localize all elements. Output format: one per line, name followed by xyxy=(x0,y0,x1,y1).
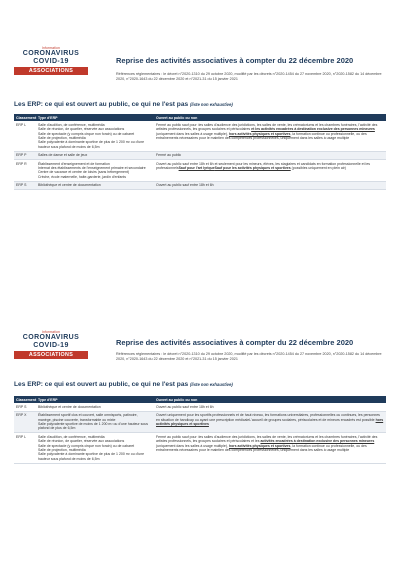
table-header-row xyxy=(14,114,386,121)
erp-type-item: Salle d'audition, de conférence, multimédia xyxy=(38,122,105,127)
status-text: Fermé au public xyxy=(156,153,182,158)
erp-type-cell xyxy=(36,411,154,433)
status-text: (uniquement dans les salles à usage multiple), xyxy=(156,131,229,136)
erp-type-item: Salle polyvalente à dominante sportive de plus de 1 200 m² ou d'une hauteur sous plafond de moins de 6,5m xyxy=(38,452,145,461)
erp-type-item: Salle polyvalente sportive de moins de 1 200 m² ou d'une hauteur sous plafond de plus de 6,5m xyxy=(38,421,149,431)
erp-class-cell: ERP S xyxy=(14,181,36,189)
column-header-type: Type d'ERP xyxy=(36,114,154,121)
erp-status-cell xyxy=(154,160,386,182)
erp-class-cell: ERP R xyxy=(14,160,36,182)
erp-type-item: Salle de réunion, de quartier, réservée aux associations xyxy=(38,127,125,132)
section-heading-note: (liste non exhaustive) xyxy=(190,102,233,107)
table-row xyxy=(14,151,386,159)
status-text: , la formation continue ou professionnelle, ou des entraînements nécessaires pour le maintien des compétences professionnelles, uniquement dans les salles à usage multiple xyxy=(156,443,367,452)
erp-type-cell xyxy=(36,433,154,463)
status-text: les salles d'audience des juridictions, les salles de vente, les crématoriums et les chambres funéraires, l'activité des artistes professionnels, les groupes scolaires et périscolaires xyxy=(156,122,378,132)
erp-type-cell xyxy=(36,121,154,151)
erp-status-cell xyxy=(154,411,386,433)
erp-status-cell xyxy=(154,121,386,151)
table-row xyxy=(14,411,386,433)
regulatory-references: Références réglementaires : le décret n°2020-1310 du 29 octobre 2020, modifié par les décrets n°2020-1454 du 27 novembre 2020, n°2020-1582 du 14 décembre 2020, n°2020-1643 du 22 décembre 2020 et n°2021-31 du 15 janvier 2021 xyxy=(116,72,382,81)
erp-type-item: Établissement sportif clos et couvert, salle omnisports, patinoire, manège, piscine couverte, transformable ou mixte xyxy=(38,413,138,422)
erp-status-cell xyxy=(154,151,386,159)
column-header-status: Ouvert au public ou non xyxy=(154,396,386,403)
erp-type-cell xyxy=(36,403,154,411)
logo-top-label: Information xyxy=(41,330,61,334)
logo-badge: ASSOCIATIONS xyxy=(14,67,88,75)
status-highlight-text: hors activités physiques et sportives xyxy=(228,443,291,448)
erp-type-cell xyxy=(36,181,154,189)
erp-class-cell: ERP S xyxy=(14,403,36,411)
section-heading-text: Les ERP: ce qui est ouvert au public, ce qui ne l'est pas xyxy=(14,381,189,388)
erp-table xyxy=(14,114,386,190)
erp-type-item: Établissement d'enseignement et de formation xyxy=(38,161,110,166)
logo-top-label: Information xyxy=(41,46,61,50)
erp-table-body xyxy=(14,403,386,463)
document-page-2 xyxy=(0,292,400,566)
erp-type-item: Salle polyvalente à dominante sportive de plus de 1 200 m² ou d'une hauteur sous plafond de moins de 6,5m xyxy=(38,140,145,149)
erp-type-item: Salles de danse et salle de jeux xyxy=(38,153,88,158)
erp-table-body xyxy=(14,121,386,189)
column-header-classement: Classement xyxy=(16,397,37,402)
status-highlight-text: Sauf pour l'art lyrique xyxy=(178,165,215,170)
erp-type-item: Salle d'audition, de conférence, multimédia xyxy=(38,434,105,439)
logo-line-1: CORONAVIRUS xyxy=(22,334,80,341)
erp-class-cell: ERP P xyxy=(14,151,36,159)
erp-type-item: Centre de vacance et centre de loisirs (sans hébergement) xyxy=(38,170,130,175)
column-header-status: Ouvert au public ou non xyxy=(154,114,386,121)
erp-type-item: Internat des établissements de l'enseignement primaire et secondaire xyxy=(38,165,146,170)
erp-type-item: Salle de spectacle (y compris cirque non forain) ou de cabaret xyxy=(38,131,135,136)
erp-status-cell xyxy=(154,433,386,463)
table-row xyxy=(14,121,386,151)
status-text: (possibles uniquement en plein air) xyxy=(290,165,346,170)
page-title: Reprise des activités associatives à compter du 22 décembre 2020 xyxy=(116,56,354,65)
status-text: Ouvert au public sauf entre 18h et 6h et seulement pour les mineurs, élèves, les stagiaires et candidats en formation professionnelle et les professionnels xyxy=(156,161,371,170)
status-highlight-text: hors activités physiques et sportives xyxy=(228,131,291,136)
status-highlight-text: Sauf pour les activités physiques et sportives xyxy=(214,165,291,170)
erp-type-cell xyxy=(36,151,154,159)
status-text: (uniquement dans les salles à usage multiple), xyxy=(156,443,229,448)
erp-class-cell: ERP X xyxy=(14,411,36,433)
erp-type-cell xyxy=(36,160,154,182)
erp-type-item: Crèche, école maternelle, halte-garderie, jardin d'enfants xyxy=(38,174,127,179)
erp-status-cell xyxy=(154,181,386,189)
table-row xyxy=(14,433,386,463)
column-header-type: Type d'ERP xyxy=(36,396,154,403)
section-heading xyxy=(14,101,233,108)
regulatory-references: Références réglementaires : le décret n°2020-1310 du 29 octobre 2020, modifié par les décrets n°2020-1454 du 27 novembre 2020, n°2020-1582 du 14 décembre 2020, n°2020-1643 du 22 décembre 2020 et n°2021-31 du 15 janvier 2021 xyxy=(116,352,382,361)
erp-class-cell: ERP L xyxy=(14,433,36,463)
logo-line-2: COVID-19 xyxy=(33,341,69,349)
logo-badge: ASSOCIATIONS xyxy=(14,351,88,359)
status-text: les salles d'audience des juridictions, les salles de vente, les crématoriums et les chambres funéraires, l'activité des artistes professionnels, les groupes scolaires et périscolaires et les xyxy=(156,434,378,444)
logo-line-2: COVID-19 xyxy=(33,57,69,65)
section-heading-text: Les ERP: ce qui est ouvert au public, ce qui ne l'est pas xyxy=(14,101,189,108)
section-heading-note: (liste non exhaustive) xyxy=(190,382,233,387)
status-highlight-text: activités encadrées à destination exclusive des personnes mineures xyxy=(260,439,375,444)
status-text: Ouvert au public sauf entre 18h et 6h xyxy=(156,404,214,409)
status-text: Fermé au public sauf pour : xyxy=(156,122,199,127)
status-text: , la formation continue ou professionnelle, ou des entraînements nécessaires pour le maintien des compétences professionnelles, uniquement dans les salles à usage multiple xyxy=(156,131,367,140)
coronavirus-associations-logo xyxy=(14,330,88,359)
status-text: L'accueil de groupes scolaires, périscolaires et de mineurs encadrés est possible xyxy=(249,417,376,422)
erp-status-cell xyxy=(154,403,386,411)
status-text: Ouvert uniquement pour les sportifs professionnels et de haut niveau, les formations universitaires, professionnelles ou continues, les personnes en situation de handicap ou ayant une prescription médicale xyxy=(156,413,380,422)
erp-type-item: Salle de spectacle (y compris cirque non forain) ou de cabaret xyxy=(38,443,135,448)
coronavirus-associations-logo xyxy=(14,46,88,75)
section-heading xyxy=(14,381,233,388)
erp-type-item: Bibliothèque et centre de documentation xyxy=(38,404,101,409)
logo-line-1: CORONAVIRUS xyxy=(22,50,80,57)
erp-type-item: Salle de réunion, de quartier, réservée aux associations xyxy=(38,439,125,444)
table-header-row xyxy=(14,396,386,403)
erp-table xyxy=(14,396,386,464)
table-row xyxy=(14,403,386,411)
status-highlight-text: et les activités encadrées à destination exclusive des personnes mineures xyxy=(251,127,375,132)
status-text: Fermé au public sauf pour : xyxy=(156,434,199,439)
column-header-classement: Classement xyxy=(16,115,37,120)
status-text: Ouvert au public sauf entre 18h et 6h xyxy=(156,183,214,188)
status-highlight-text: hors activités physiques et sportives xyxy=(156,417,384,426)
erp-type-item: Salle de projection, multimédia xyxy=(38,135,86,140)
erp-type-item: Salle de projection, multimédia xyxy=(38,447,86,452)
table-row xyxy=(14,160,386,182)
table-row xyxy=(14,181,386,189)
page-title: Reprise des activités associatives à compter du 22 décembre 2020 xyxy=(116,338,354,347)
erp-type-item: Bibliothèque et centre de documentation xyxy=(38,183,101,188)
erp-class-cell: ERP L xyxy=(14,121,36,151)
